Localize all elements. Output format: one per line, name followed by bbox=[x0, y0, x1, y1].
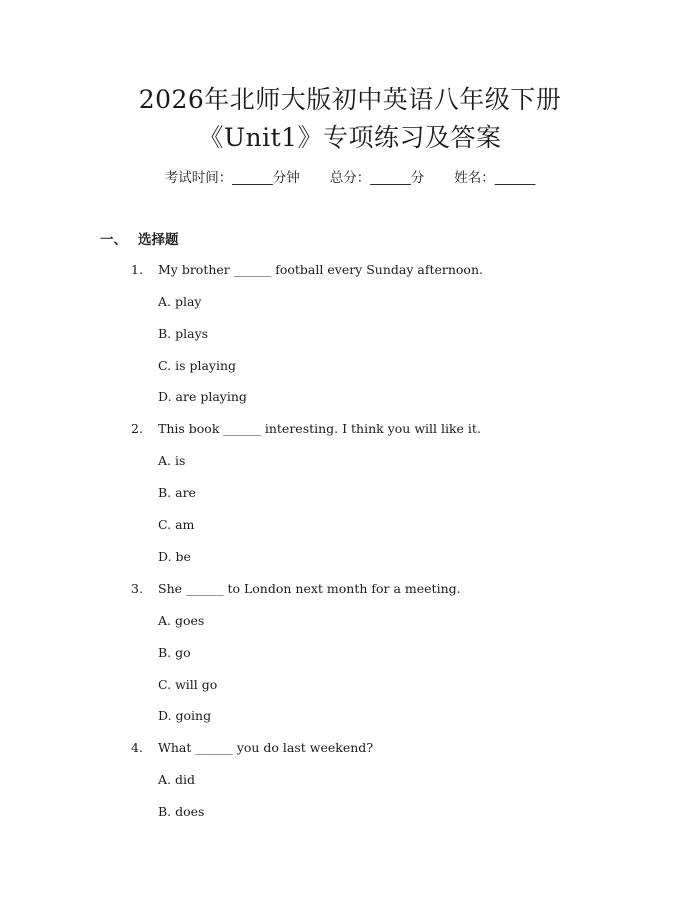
exam-name-label: 姓名：______ bbox=[454, 170, 536, 186]
option-item: C. will go bbox=[158, 677, 218, 692]
question-text: This book ______ interesting. I think you will like it. bbox=[158, 421, 481, 436]
page-title-line1: 2026年北师大版初中英语八年级下册 bbox=[138, 85, 562, 114]
option-item: B. plays bbox=[158, 326, 209, 341]
exam-meta-row bbox=[0, 168, 700, 188]
section-title: 选择题 bbox=[138, 232, 179, 248]
question-text: My brother ______ football every Sunday afternoon. bbox=[158, 262, 483, 277]
option-item: C. is playing bbox=[158, 358, 237, 373]
exam-time-label: 考试时间：______分钟 bbox=[164, 170, 300, 186]
section-heading bbox=[100, 230, 179, 250]
option-item: B. does bbox=[158, 804, 205, 819]
option-item: A. did bbox=[158, 772, 195, 787]
option-item: B. go bbox=[158, 645, 191, 660]
section-number: 一、 bbox=[100, 232, 127, 248]
question-number: 4. bbox=[131, 740, 143, 755]
question-text: She ______ to London next month for a meeting. bbox=[158, 581, 461, 596]
exam-score-label: 总分：______分 bbox=[329, 170, 425, 186]
page-title-line2: 《Unit1》专项练习及答案 bbox=[198, 123, 502, 152]
option-item: D. are playing bbox=[158, 389, 247, 404]
option-item: A. play bbox=[158, 294, 202, 309]
question-number: 3. bbox=[131, 581, 143, 596]
option-item: A. goes bbox=[158, 613, 205, 628]
question-number: 2. bbox=[131, 421, 143, 436]
question-text: What ______ you do last weekend? bbox=[158, 740, 374, 755]
option-item: D. going bbox=[158, 708, 212, 723]
option-item: C. am bbox=[158, 517, 195, 532]
option-item: A. is bbox=[158, 453, 186, 468]
option-item: B. are bbox=[158, 485, 196, 500]
option-item: D. be bbox=[158, 549, 191, 564]
question-number: 1. bbox=[131, 262, 143, 277]
